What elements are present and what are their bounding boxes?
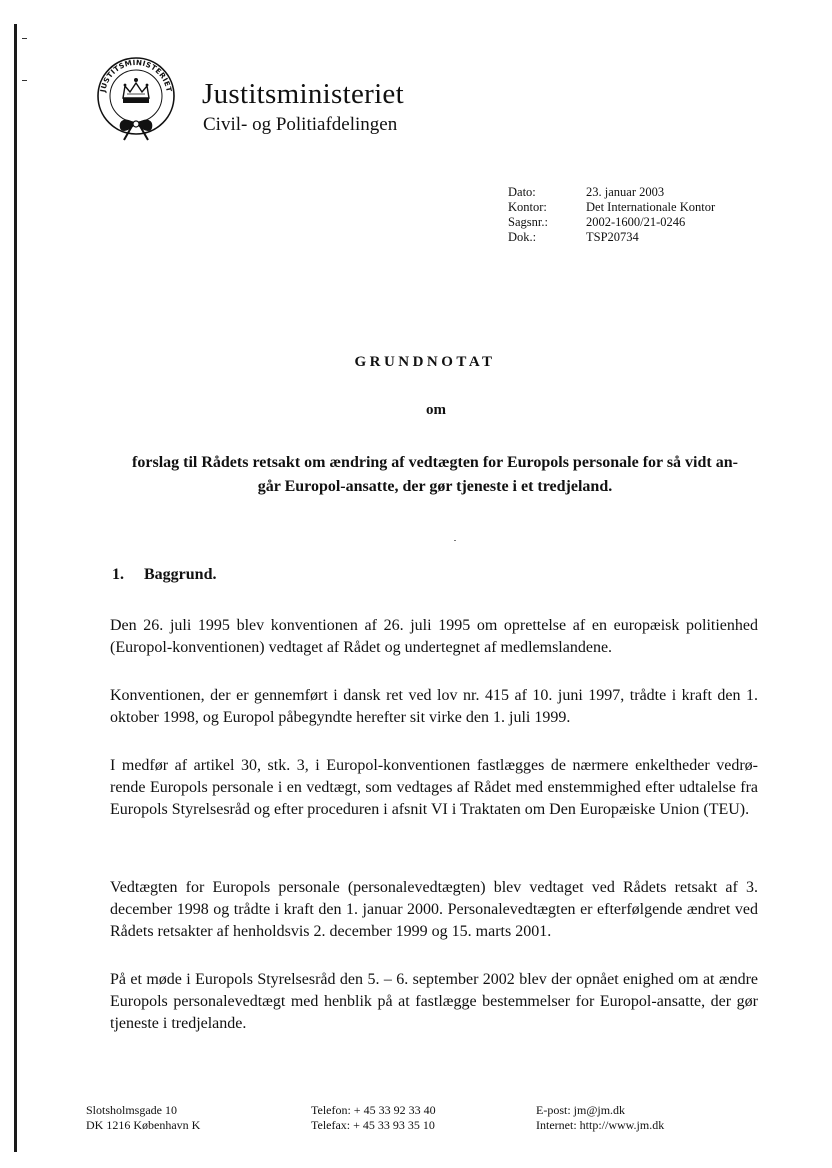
document-subject [100, 451, 770, 499]
meta-key: Kontor: [508, 200, 547, 214]
meta-key: Dato: [508, 185, 536, 199]
ministry-name: Justitsministeriet [202, 78, 404, 110]
meta-value: 2002-1600/21-0246 [586, 215, 686, 229]
email-address: E-post: jm@jm.dk [536, 1103, 626, 1117]
section-number: 1. [112, 566, 124, 583]
body-paragraph: På et møde i Europols Styrelsesråd den 5. – 6. september 2002 blev der opnået enighed om at ændre Europols personalevedtægt med henblik på at fastlægge bestemmelser for Europol-ansatte, der gør tjeneste i tredjelande. [110, 971, 758, 1032]
meta-value: TSP20734 [586, 230, 639, 244]
website-address: Internet: http://www.jm.dk [536, 1118, 665, 1132]
footer-contact [536, 1103, 664, 1133]
meta-key: Sagsnr.: [508, 215, 548, 229]
section-title: Baggrund. [144, 566, 217, 583]
phone-number: Telefon: + 45 33 92 33 40 [311, 1103, 436, 1117]
meta-key: Dok.: [508, 230, 537, 244]
body-paragraph: I medfør af artikel 30, stk. 3, i Europol-konventionen fastlægges de nærmere enkeltheder vedrø-rende Europols personale i en vedtægt, som vedtages af Rådet med enstemmighed efter udtalelse fra Europols Styrelsesråd og efter proceduren i afsnit VI i Traktaten om Den Europæiske Union (TEU). [110, 757, 758, 818]
subject-line: går Europol-ansatte, der gør tjeneste i et tredjeland. [257, 478, 613, 495]
footer-phone-fax [311, 1103, 436, 1133]
scan-mark [22, 80, 27, 81]
section-heading [112, 566, 216, 584]
subject-line: forslag til Rådets retsakt om ændring af vedtægten for Europols personale for så vidt an- [132, 454, 738, 471]
document-om: om [426, 402, 446, 418]
meta-value: 23. januar 2003 [586, 185, 665, 199]
department-name: Civil- og Politiafdelingen [203, 114, 398, 135]
address-line: Slotsholmsgade 10 [86, 1103, 178, 1117]
meta-row-case-number [508, 215, 715, 230]
scan-speck [454, 540, 456, 541]
body-paragraph: Konventionen, der er gennemført i dansk ret ved lov nr. 415 af 10. juni 1997, trådte i kraft den 1. oktober 1998, og Europol påbegyndte herefter sit virke den 1. juli 1999. [110, 687, 758, 726]
meta-value: Det Internationale Kontor [586, 200, 716, 214]
meta-row-office [508, 200, 715, 215]
meta-row-date [508, 185, 715, 200]
svg-text:JUSTITSMINISTERIET: JUSTITSMINISTERIET [98, 57, 174, 93]
address-line: DK 1216 København K [86, 1118, 201, 1132]
document-metadata [508, 185, 715, 245]
fax-number: Telefax: + 45 33 93 35 10 [311, 1118, 435, 1132]
body-paragraph: Vedtægten for Europols personale (personalevedtægten) blev vedtaget ved Rådets retsakt af 3. december 1998 og trådte i kraft den 1. januar 2000. Personalevedtægten er efterfølgende ændret ved Rådets retsakter af henholdsvis 2. december 1999 og 15. marts 2001. [110, 879, 758, 940]
scan-mark [22, 38, 27, 39]
footer-address [86, 1103, 200, 1133]
body-paragraph: Den 26. juli 1995 blev konventionen af 26. juli 1995 om oprettelse af en europæisk politienhed (Europol-konventionen) vedtaget af Rådet og undertegnet af medlemslandene. [110, 617, 758, 656]
ministry-seal-logo [96, 56, 176, 142]
meta-row-document [508, 230, 715, 245]
document-title: GRUNDNOTAT [354, 354, 496, 370]
scan-edge-line [14, 24, 17, 1152]
